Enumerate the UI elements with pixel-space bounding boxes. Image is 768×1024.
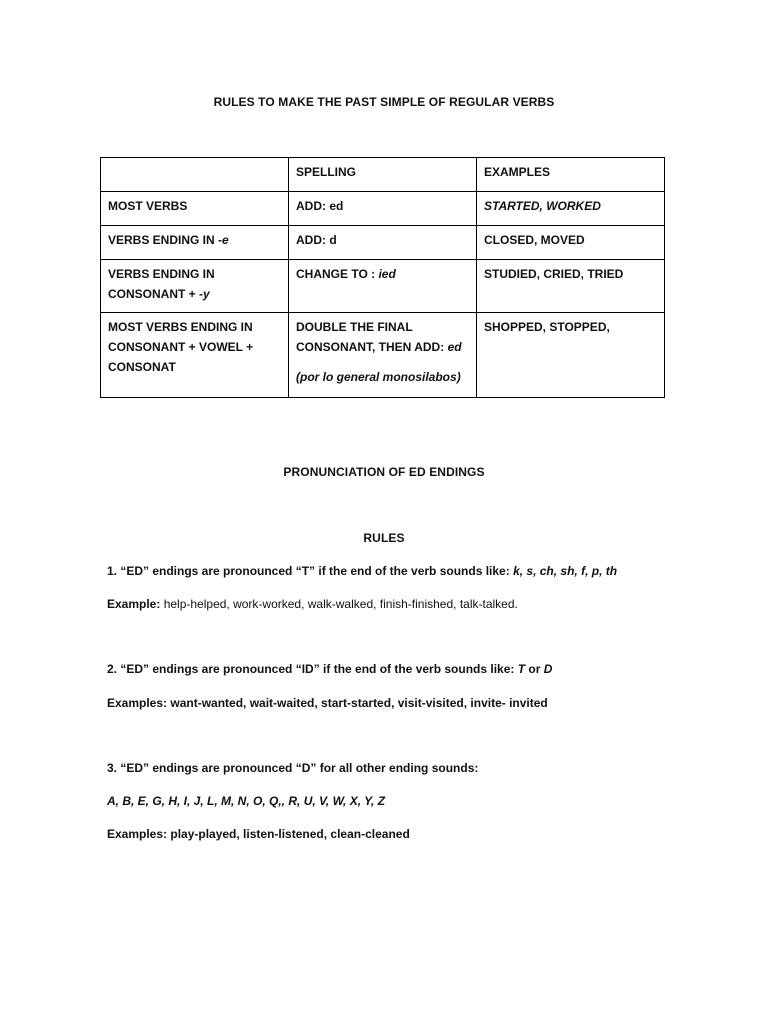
rule-2-sound-t: T [517, 662, 526, 676]
rule-suffix: e [222, 233, 229, 247]
rule-cell [101, 313, 289, 398]
spelling-text: CHANGE TO : [296, 267, 379, 281]
past-simple-rules-table [100, 157, 665, 398]
rule-2-text [107, 662, 552, 676]
spelling-line: DOUBLE THE FINAL [296, 320, 413, 334]
rule-2-or: or [525, 662, 544, 676]
rule-suffix: y [203, 287, 210, 301]
examples-cell: SHOPPED, STOPPED, [477, 313, 665, 398]
table-row [101, 226, 665, 260]
table-header-examples: EXAMPLES [477, 158, 665, 192]
rule-1-sounds: k, s, ch, sh, f, p, th [513, 564, 618, 578]
rule-text: VERBS ENDING IN - [108, 233, 223, 247]
rule-1-text [107, 564, 617, 578]
spelling-cell [289, 313, 477, 398]
examples-cell: CLOSED, MOVED [477, 226, 665, 260]
rule-line: MOST VERBS ENDING IN [108, 320, 253, 334]
page-title: RULES TO MAKE THE PAST SIMPLE OF REGULAR VERBS [213, 95, 555, 109]
spelling-suffix: ed [447, 340, 462, 354]
rule-line: CONSONANT + - [108, 287, 204, 301]
spelling-cell: ADD: d [289, 226, 477, 260]
rule-cell [101, 226, 289, 260]
table-row [101, 313, 665, 398]
table-header-row [101, 158, 665, 192]
rule-cell: MOST VERBS [101, 192, 289, 226]
rule-1-example-text: help-helped, work-worked, walk-walked, finish-finished, talk-talked. [160, 597, 518, 611]
spelling-cell: ADD: ed [289, 192, 477, 226]
rule-1-statement: 1. “ED” endings are pronounced “T” if the end of the verb sounds like: [107, 564, 514, 578]
rule-line: CONSONAT [108, 360, 176, 374]
examples-cell: STUDIED, CRIED, TRIED [477, 260, 665, 313]
spelling-suffix: ied [378, 267, 396, 281]
rule-2-sound-d: D [543, 662, 553, 676]
rule-line: VERBS ENDING IN [108, 267, 215, 281]
examples-cell: STARTED, WORKED [477, 192, 665, 226]
rule-2-examples: Examples: want-wanted, wait-waited, start-started, visit-visited, invite- invited [107, 696, 548, 710]
rule-1-example-label: Example: [107, 597, 161, 611]
rule-line: CONSONANT + VOWEL + [108, 340, 254, 354]
rule-2-statement: 2. “ED” endings are pronounced “ID” if the end of the verb sounds like: [107, 662, 518, 676]
rule-1-example [107, 597, 518, 611]
table-row [101, 192, 665, 226]
pronunciation-title: PRONUNCIATION OF ED ENDINGS [283, 465, 485, 479]
rule-3-text: 3. “ED” endings are pronounced “D” for all other ending sounds: [107, 761, 479, 775]
rule-3-sounds: A, B, E, G, H, I, J, L, M, N, O, Q,, R, U, V, W, X, Y, Z [107, 794, 386, 808]
spelling-line: CONSONANT, THEN ADD: [296, 340, 448, 354]
table-row [101, 260, 665, 313]
table-header-empty [101, 158, 289, 192]
rule-3-examples: Examples: play-played, listen-listened, clean-cleaned [107, 827, 410, 841]
spelling-note: (por lo general monosilabos) [296, 370, 461, 384]
table-header-spelling: SPELLING [289, 158, 477, 192]
spelling-cell [289, 260, 477, 313]
rules-title: RULES [363, 531, 405, 545]
rule-cell [101, 260, 289, 313]
